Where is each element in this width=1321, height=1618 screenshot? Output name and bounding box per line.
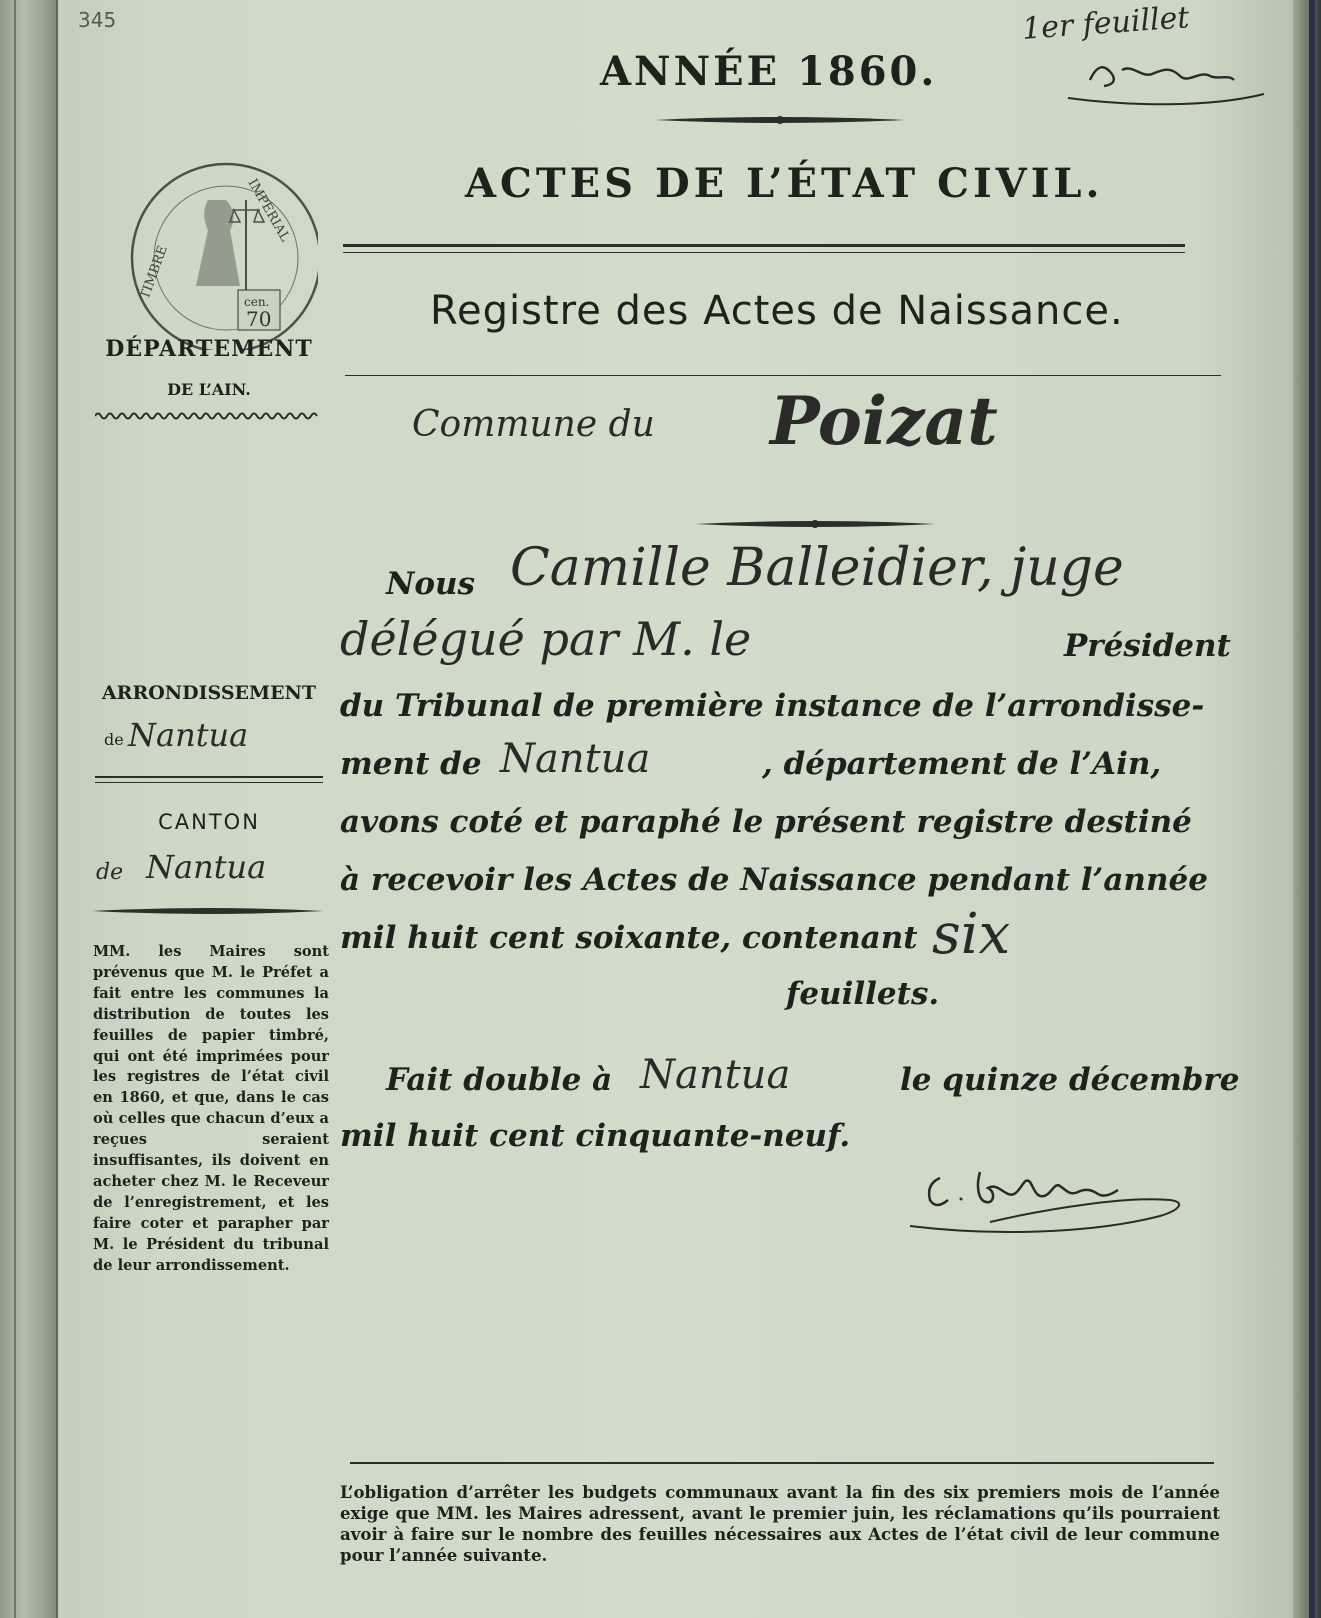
page-edge — [1293, 0, 1321, 1618]
canton-rule — [92, 904, 324, 918]
body-line-arrondissement-hand: Nantua — [500, 736, 651, 782]
department-wavy-rule — [95, 410, 321, 422]
president-word: Président — [1064, 628, 1231, 664]
department-name: DE L’AIN. — [167, 380, 251, 399]
civil-records-title: ACTES DE L’ÉTAT CIVIL. — [465, 160, 1104, 207]
body-line-tribunal: du Tribunal de première instance de l’arrondisse- — [340, 688, 1205, 724]
year-heading: ANNÉE 1860. — [600, 48, 938, 95]
stamp-value: 70 — [246, 307, 272, 331]
commune-ornament — [695, 516, 935, 532]
nous-label: Nous — [386, 566, 476, 602]
canton-prefix: de — [96, 860, 124, 885]
register-rule — [345, 375, 1221, 376]
book-binding — [0, 0, 58, 1618]
sheet-count-hand: six — [932, 902, 1011, 967]
body-line-registre: avons coté et paraphé le présent registre destiné — [340, 804, 1192, 840]
arrondissement-rule-thin — [95, 782, 323, 783]
body-line-arrondissement-end: , département de l’Ain, — [762, 746, 1162, 782]
title-rule-bottom — [343, 252, 1185, 253]
mayors-notice: MM. les Maires sont prévenus que M. le Préfet a fait entre les communes la distribution de toutes les feuilles de papier timbré, qui ont été imprimées pour les registres de l’état civil en 1860, et que, dans le cas où celles que chacun d’eux a reçues seraient insuffisantes, ils doivent en acheter chez M. le Receveur de l’enregistrement, et les faire coter et parapher par M. le Président du tribunal de leur arrondissement. — [93, 943, 329, 1274]
budget-notice: L’obligation d’arrêter les budgets communaux avant la fin des six premiers mois de l’année exige que MM. les Maires adressent, avant le premier juin, les réclamations qu’ils pourraient avoir à faire sur le nombre des feuilles nécessaires aux Actes de l’état civil de leur commune pour l’année suivante. — [340, 1482, 1220, 1565]
body-line-arrondissement-start: ment de — [340, 746, 482, 782]
done-at-date: le quinze décembre — [900, 1062, 1240, 1098]
canton-value: Nantua — [146, 848, 267, 886]
body-line-soixante: mil huit cent soixante, contenant — [340, 920, 918, 956]
title-rule-top — [343, 244, 1185, 247]
arrondissement-prefix: de — [104, 730, 124, 749]
department-label: DÉPARTEMENT — [105, 336, 313, 362]
arrondissement-label: ARRONDISSEMENT — [101, 682, 317, 704]
pencil-page-number: 345 — [78, 8, 117, 32]
official-name: Camille Balleidier, juge — [510, 538, 1124, 598]
imperial-stamp — [128, 160, 318, 350]
register-title: Registre des Actes de Naissance. — [430, 288, 1124, 334]
canton-label: CANTON — [158, 810, 260, 834]
done-at-label: Fait double à — [386, 1062, 613, 1098]
delegation-note: délégué par M. le — [340, 612, 752, 666]
arrondissement-value: Nantua — [128, 716, 249, 754]
commune-value: Poizat — [770, 382, 998, 460]
year-ornament — [655, 112, 905, 128]
done-at-year: mil huit cent cinquante-neuf. — [340, 1118, 851, 1154]
stamp-cent: cen. — [244, 295, 270, 309]
body-line-naissance: à recevoir les Actes de Naissance pendant l’année — [340, 862, 1208, 898]
judge-signature — [900, 1148, 1200, 1248]
first-sheet-note: 1er feuillet — [1020, 0, 1191, 47]
footer-rule — [350, 1462, 1214, 1464]
body-line-feuillets: feuillets. — [786, 976, 940, 1012]
commune-label: Commune du — [412, 404, 655, 445]
stamp-word-right: IMPERIAL — [244, 176, 293, 245]
stamp-word-left: TIMBRE — [137, 243, 171, 302]
arrondissement-rule — [95, 776, 323, 778]
done-at-place: Nantua — [640, 1052, 791, 1098]
top-signature-paraph — [1060, 40, 1270, 110]
